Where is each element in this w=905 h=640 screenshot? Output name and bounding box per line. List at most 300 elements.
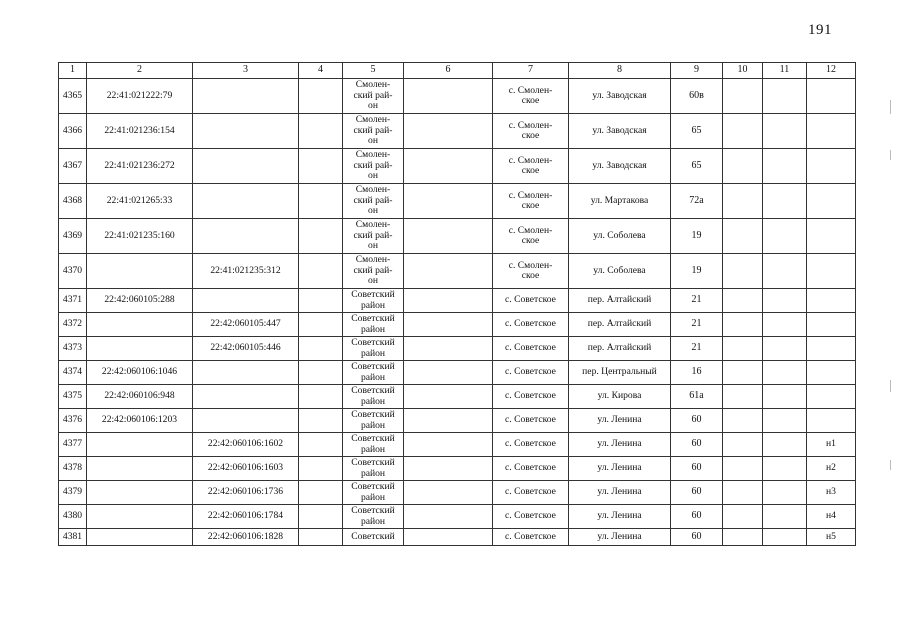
settlement-cell	[493, 409, 569, 433]
district-cell	[343, 457, 404, 481]
cadastral-number-col3: 22:42:060106:1603	[193, 457, 299, 481]
cadastral-number-col2	[87, 337, 193, 361]
settlement-cell	[493, 149, 569, 184]
settlement-line: с. Смолен-	[508, 84, 553, 96]
settlement-line: с. Советское	[505, 510, 556, 522]
column-header-6: 6	[404, 63, 493, 79]
apartment-cell	[807, 149, 856, 184]
row-number: 4372	[59, 313, 87, 337]
column-header-10: 10	[723, 63, 763, 79]
registry-table	[58, 62, 856, 546]
row-number: 4368	[59, 184, 87, 219]
street-cell: ул. Ленина	[569, 481, 671, 505]
page-number: 191	[808, 22, 832, 38]
district-line: район	[360, 467, 386, 479]
row-number: 4375	[59, 385, 87, 409]
settlement-cell	[493, 313, 569, 337]
cell-col6	[404, 219, 493, 254]
settlement-line: с. Смолен-	[508, 224, 553, 236]
district-line: ский рай-	[353, 194, 393, 206]
district-line: район	[360, 299, 386, 311]
cell-col4	[299, 385, 343, 409]
cell-col6	[404, 254, 493, 289]
table-row	[59, 289, 856, 313]
settlement-line: с. Смолен-	[508, 189, 553, 201]
cadastral-number-col2: 22:42:060106:1046	[87, 361, 193, 385]
table-row	[59, 529, 856, 546]
settlement-line: с. Смолен-	[508, 154, 553, 166]
cell-col6	[404, 505, 493, 529]
row-number: 4379	[59, 481, 87, 505]
cell-col11	[763, 481, 807, 505]
district-line: он	[368, 275, 378, 287]
cell-col11	[763, 254, 807, 289]
column-header-11: 11	[763, 63, 807, 79]
district-line: Смолен-	[355, 254, 391, 266]
settlement-cell	[493, 433, 569, 457]
cadastral-number-col2	[87, 313, 193, 337]
cell-col10	[723, 385, 763, 409]
cell-col10	[723, 409, 763, 433]
table-row	[59, 337, 856, 361]
cell-col6	[404, 114, 493, 149]
cell-col4	[299, 149, 343, 184]
district-line: он	[368, 240, 378, 252]
settlement-line: с. Советское	[505, 390, 556, 402]
table-row	[59, 114, 856, 149]
table-row	[59, 254, 856, 289]
cell-col4	[299, 457, 343, 481]
cell-col6	[404, 385, 493, 409]
house-number-cell: 16	[671, 361, 723, 385]
cadastral-number-col2: 22:41:021236:272	[87, 149, 193, 184]
cell-col4	[299, 114, 343, 149]
settlement-line: с. Смолен-	[508, 259, 553, 271]
house-number-cell: 65	[671, 149, 723, 184]
house-number-cell: 61а	[671, 385, 723, 409]
district-line: ский рай-	[353, 89, 393, 101]
cadastral-number-col3	[193, 184, 299, 219]
district-cell	[343, 409, 404, 433]
cell-col4	[299, 219, 343, 254]
cell-col10	[723, 529, 763, 546]
cell-col11	[763, 313, 807, 337]
column-header-5: 5	[343, 63, 404, 79]
cell-col4	[299, 184, 343, 219]
cell-col4	[299, 505, 343, 529]
row-number: 4371	[59, 289, 87, 313]
cadastral-number-col3	[193, 79, 299, 114]
house-number-cell: 21	[671, 289, 723, 313]
cadastral-number-col2: 22:41:021222:79	[87, 79, 193, 114]
apartment-cell	[807, 385, 856, 409]
district-line: Смолен-	[355, 114, 391, 126]
house-number-cell: 19	[671, 254, 723, 289]
settlement-cell	[493, 254, 569, 289]
table-row	[59, 457, 856, 481]
settlement-cell	[493, 385, 569, 409]
header-row	[59, 63, 856, 79]
cadastral-number-col3: 22:42:060106:1736	[193, 481, 299, 505]
apartment-cell	[807, 313, 856, 337]
house-number-cell: 60	[671, 457, 723, 481]
house-number-cell: 65	[671, 114, 723, 149]
cell-col4	[299, 79, 343, 114]
apartment-cell: н1	[807, 433, 856, 457]
district-line: район	[360, 443, 386, 455]
district-line: Смолен-	[355, 219, 391, 231]
district-cell	[343, 481, 404, 505]
house-number-cell: 19	[671, 219, 723, 254]
table-row	[59, 361, 856, 385]
row-number: 4366	[59, 114, 87, 149]
cadastral-number-col3: 22:42:060106:1602	[193, 433, 299, 457]
district-line: Советский	[351, 481, 395, 492]
street-cell: пер. Алтайский	[569, 337, 671, 361]
column-header-12: 12	[807, 63, 856, 79]
settlement-line: с. Советское	[505, 438, 556, 450]
apartment-cell	[807, 184, 856, 219]
apartment-cell	[807, 79, 856, 114]
settlement-cell	[493, 219, 569, 254]
apartment-cell	[807, 219, 856, 254]
cell-col4	[299, 409, 343, 433]
row-number: 4373	[59, 337, 87, 361]
apartment-cell	[807, 361, 856, 385]
house-number-cell: 21	[671, 337, 723, 361]
district-cell	[343, 385, 404, 409]
cadastral-number-col3: 22:42:060105:446	[193, 337, 299, 361]
settlement-line: ское	[521, 95, 540, 106]
district-line: район	[360, 395, 386, 407]
cadastral-number-col2: 22:42:060105:288	[87, 289, 193, 313]
settlement-line: ское	[521, 270, 540, 281]
table-row	[59, 505, 856, 529]
settlement-cell	[493, 481, 569, 505]
district-line: ский рай-	[353, 124, 393, 136]
house-number-cell: 60	[671, 529, 723, 546]
settlement-line: ское	[521, 165, 540, 176]
cell-col4	[299, 481, 343, 505]
apartment-cell	[807, 114, 856, 149]
district-line: он	[368, 205, 378, 217]
cell-col10	[723, 433, 763, 457]
apartment-cell: н4	[807, 505, 856, 529]
cell-col11	[763, 219, 807, 254]
table-row	[59, 79, 856, 114]
cell-col11	[763, 149, 807, 184]
district-line: район	[360, 515, 386, 527]
district-line: он	[368, 100, 378, 112]
district-line: Смолен-	[355, 79, 391, 91]
cadastral-number-col2	[87, 254, 193, 289]
apartment-cell	[807, 337, 856, 361]
house-number-cell: 60в	[671, 79, 723, 114]
cadastral-number-col2	[87, 529, 193, 546]
settlement-line: ское	[521, 200, 540, 211]
cadastral-number-col3	[193, 409, 299, 433]
district-line: он	[368, 135, 378, 147]
column-header-7: 7	[493, 63, 569, 79]
column-header-1: 1	[59, 63, 87, 79]
cell-col6	[404, 433, 493, 457]
cadastral-number-col3: 22:42:060106:1828	[193, 529, 299, 546]
district-cell	[343, 361, 404, 385]
settlement-cell	[493, 289, 569, 313]
table-row	[59, 184, 856, 219]
cadastral-number-col2	[87, 433, 193, 457]
district-cell	[343, 289, 404, 313]
district-line: Советский	[351, 361, 395, 372]
district-line: Смолен-	[355, 184, 391, 196]
scan-edge-mark	[890, 380, 891, 392]
cadastral-number-col3	[193, 114, 299, 149]
settlement-line: с. Советское	[505, 530, 556, 542]
street-cell: пер. Алтайский	[569, 313, 671, 337]
district-line: Советский	[351, 385, 395, 396]
cadastral-number-col2	[87, 505, 193, 529]
district-line: район	[360, 371, 386, 383]
cell-col6	[404, 313, 493, 337]
cell-col4	[299, 337, 343, 361]
district-line: ский рай-	[353, 159, 393, 171]
district-line: район	[360, 347, 386, 359]
district-line: он	[368, 170, 378, 182]
cell-col11	[763, 337, 807, 361]
table-row	[59, 433, 856, 457]
house-number-cell: 60	[671, 481, 723, 505]
scan-edge-mark	[890, 150, 891, 160]
cell-col4	[299, 529, 343, 546]
row-number: 4374	[59, 361, 87, 385]
apartment-cell: н3	[807, 481, 856, 505]
district-line: Советский	[351, 457, 395, 468]
settlement-cell	[493, 114, 569, 149]
cadastral-number-col2	[87, 481, 193, 505]
cell-col4	[299, 254, 343, 289]
district-line: Советский	[351, 433, 395, 444]
table-row	[59, 219, 856, 254]
district-line: ский рай-	[353, 264, 393, 276]
cadastral-number-col2: 22:41:021265:33	[87, 184, 193, 219]
district-cell	[343, 184, 404, 219]
district-line: Советский	[351, 505, 395, 516]
cell-col11	[763, 505, 807, 529]
apartment-cell: н2	[807, 457, 856, 481]
cadastral-number-col3	[193, 219, 299, 254]
house-number-cell: 21	[671, 313, 723, 337]
street-cell: ул. Заводская	[569, 149, 671, 184]
cell-col10	[723, 254, 763, 289]
row-number: 4378	[59, 457, 87, 481]
cell-col6	[404, 149, 493, 184]
table-row	[59, 409, 856, 433]
apartment-cell	[807, 409, 856, 433]
street-cell: пер. Центральный	[569, 361, 671, 385]
cadastral-number-col3	[193, 385, 299, 409]
cell-col11	[763, 433, 807, 457]
settlement-line: с. Советское	[505, 462, 556, 474]
column-header-3: 3	[193, 63, 299, 79]
settlement-line: с. Смолен-	[508, 119, 553, 131]
apartment-cell: н5	[807, 529, 856, 546]
table-row	[59, 481, 856, 505]
settlement-cell	[493, 457, 569, 481]
street-cell: ул. Соболева	[569, 254, 671, 289]
settlement-cell	[493, 79, 569, 114]
cadastral-number-col3: 22:42:060105:447	[193, 313, 299, 337]
cell-col4	[299, 289, 343, 313]
house-number-cell: 60	[671, 505, 723, 529]
street-cell: ул. Заводская	[569, 114, 671, 149]
cell-col11	[763, 184, 807, 219]
cell-col10	[723, 505, 763, 529]
street-cell: ул. Ленина	[569, 409, 671, 433]
settlement-cell	[493, 505, 569, 529]
row-number: 4370	[59, 254, 87, 289]
cell-col6	[404, 481, 493, 505]
district-cell	[343, 114, 404, 149]
cadastral-number-col3	[193, 289, 299, 313]
district-cell	[343, 505, 404, 529]
cell-col10	[723, 184, 763, 219]
district-cell	[343, 219, 404, 254]
settlement-line: с. Советское	[505, 318, 556, 330]
district-cell	[343, 79, 404, 114]
cadastral-number-col3: 22:41:021235:312	[193, 254, 299, 289]
column-header-9: 9	[671, 63, 723, 79]
street-cell: ул. Ленина	[569, 529, 671, 546]
cadastral-number-col2: 22:41:021235:160	[87, 219, 193, 254]
district-line: Советский	[351, 289, 395, 300]
district-line: район	[360, 419, 386, 431]
column-header-2: 2	[87, 63, 193, 79]
cell-col6	[404, 529, 493, 546]
cell-col10	[723, 114, 763, 149]
row-number: 4369	[59, 219, 87, 254]
house-number-cell: 72а	[671, 184, 723, 219]
row-number: 4381	[59, 529, 87, 546]
settlement-cell	[493, 361, 569, 385]
settlement-cell	[493, 184, 569, 219]
apartment-cell	[807, 289, 856, 313]
district-line: ский рай-	[353, 229, 393, 241]
cadastral-number-col2: 22:42:060106:1203	[87, 409, 193, 433]
cell-col11	[763, 409, 807, 433]
row-number: 4377	[59, 433, 87, 457]
cell-col4	[299, 361, 343, 385]
street-cell: ул. Ленина	[569, 505, 671, 529]
cell-col11	[763, 361, 807, 385]
district-line: район	[360, 491, 386, 503]
cell-col10	[723, 457, 763, 481]
cell-col6	[404, 79, 493, 114]
cadastral-number-col2: 22:41:021236:154	[87, 114, 193, 149]
cell-col10	[723, 79, 763, 114]
cell-col6	[404, 361, 493, 385]
street-cell: ул. Соболева	[569, 219, 671, 254]
cell-col10	[723, 337, 763, 361]
column-header-8: 8	[569, 63, 671, 79]
cell-col10	[723, 219, 763, 254]
cell-col6	[404, 409, 493, 433]
cadastral-number-col3	[193, 361, 299, 385]
cell-col10	[723, 149, 763, 184]
cell-col6	[404, 337, 493, 361]
district-line: Советский	[351, 530, 395, 542]
cell-col11	[763, 529, 807, 546]
column-header-4: 4	[299, 63, 343, 79]
cadastral-number-col3	[193, 149, 299, 184]
district-cell	[343, 313, 404, 337]
cadastral-number-col2: 22:42:060106:948	[87, 385, 193, 409]
settlement-cell	[493, 529, 569, 546]
cell-col6	[404, 184, 493, 219]
street-cell: ул. Мартакова	[569, 184, 671, 219]
cell-col11	[763, 457, 807, 481]
settlement-line: с. Советское	[505, 294, 556, 306]
district-line: Советский	[351, 337, 395, 348]
cell-col11	[763, 385, 807, 409]
district-cell	[343, 149, 404, 184]
cell-col11	[763, 114, 807, 149]
house-number-cell: 60	[671, 433, 723, 457]
table-row	[59, 313, 856, 337]
cell-col4	[299, 313, 343, 337]
street-cell: ул. Заводская	[569, 79, 671, 114]
settlement-line: с. Советское	[505, 366, 556, 378]
cell-col10	[723, 481, 763, 505]
table-row	[59, 385, 856, 409]
scan-edge-mark	[890, 100, 891, 114]
table-body	[59, 79, 856, 546]
row-number: 4367	[59, 149, 87, 184]
district-line: район	[360, 323, 386, 335]
cell-col10	[723, 361, 763, 385]
settlement-line: с. Советское	[505, 342, 556, 354]
street-cell: ул. Ленина	[569, 457, 671, 481]
district-line: Смолен-	[355, 149, 391, 161]
cell-col6	[404, 457, 493, 481]
row-number: 4365	[59, 79, 87, 114]
street-cell: пер. Алтайский	[569, 289, 671, 313]
settlement-line: ское	[521, 235, 540, 246]
street-cell: ул. Кирова	[569, 385, 671, 409]
house-number-cell: 60	[671, 409, 723, 433]
cadastral-number-col3: 22:42:060106:1784	[193, 505, 299, 529]
row-number: 4376	[59, 409, 87, 433]
settlement-line: ское	[521, 130, 540, 141]
district-cell	[343, 254, 404, 289]
district-line: Советский	[351, 313, 395, 324]
cell-col10	[723, 289, 763, 313]
settlement-cell	[493, 337, 569, 361]
district-cell	[343, 337, 404, 361]
settlement-line: с. Советское	[505, 486, 556, 498]
cell-col11	[763, 289, 807, 313]
scan-edge-mark	[890, 460, 891, 470]
cadastral-number-col2	[87, 457, 193, 481]
apartment-cell	[807, 254, 856, 289]
cell-col6	[404, 289, 493, 313]
cell-col4	[299, 433, 343, 457]
table-row	[59, 149, 856, 184]
row-number: 4380	[59, 505, 87, 529]
settlement-line: с. Советское	[505, 414, 556, 426]
street-cell: ул. Ленина	[569, 433, 671, 457]
district-cell	[343, 529, 404, 546]
cell-col11	[763, 79, 807, 114]
